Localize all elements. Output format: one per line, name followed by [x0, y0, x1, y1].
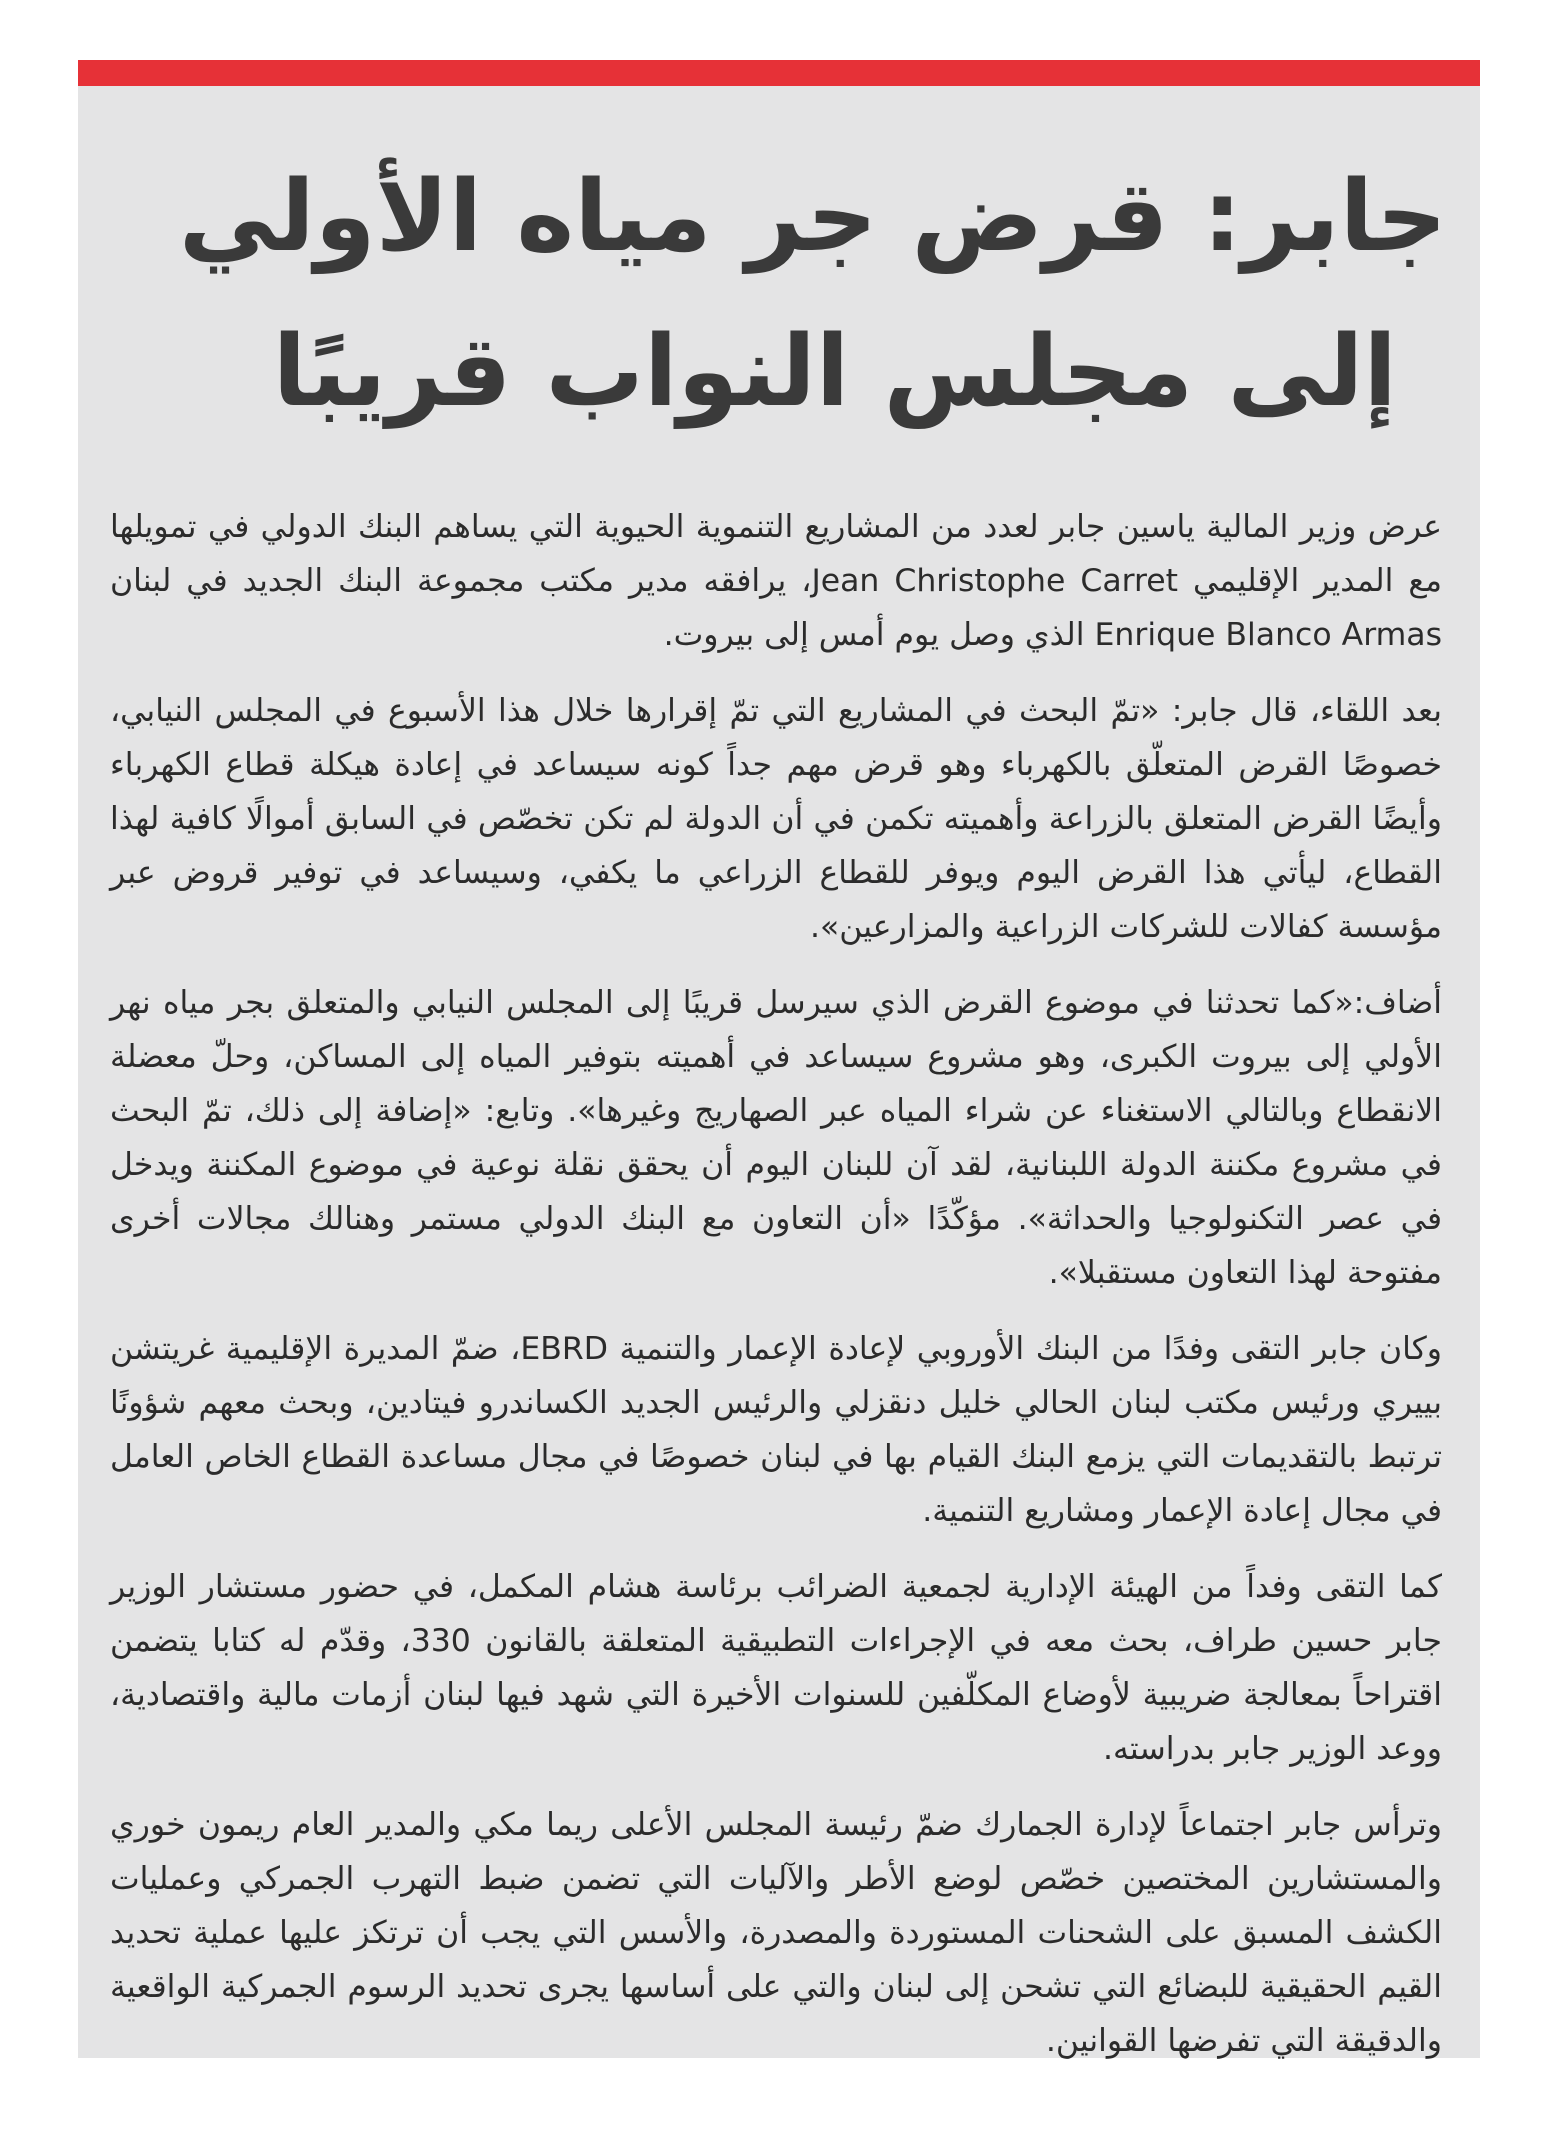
paragraph-2: بعد اللقاء، قال جابر: «تمّ البحث في المشاريع التي تمّ إقرارها خلال هذا الأسبوع في المجلس النيابي، خصوصًا القرض المتعلّق بالكهرباء وهو قرض مهم جداً كونه سيساعد في إعادة هيكلة قطاع الكهرباء وأيضًا القرض المتعلق بالزراعة وأهميته تكمن في أن الدولة لم تكن تخصّص في السابق أموالًا كافية لهذا القطاع، ليأتي هذا القرض اليوم ويوفر للقطاع الزراعي ما يكفي، وسيساعد في توفير قروض عبر مؤسسة كفالات للشركات الزراعية والمزارعين».	[110, 693, 1442, 945]
paragraph-6: وترأس جابر اجتماعاً لإدارة الجمارك ضمّ رئيسة المجلس الأعلى ريما مكي والمدير العام ريمون خوري والمستشارين المختصين خصّص لوضع الأطر والآليات التي تضمن ضبط التهرب الجمركي وعمليات الكشف المسبق على الشحنات المستوردة والمصدرة، والأسس التي يجب أن ترتكز عليها عملية تحديد القيم الحقيقية للبضائع التي تشحن إلى لبنان والتي على أساسها يجرى تحديد الرسوم الجمركية الواقعية والدقيقة التي تفرضها القوانين.	[110, 1807, 1442, 2059]
headline	[178, 140, 1447, 450]
paragraph-5: كما التقى وفداً من الهيئة الإدارية لجمعية الضرائب برئاسة هشام المكمل، في حضور مستشار الوزير جابر حسين طراف، بحث معه في الإجراءات التطبيقية المتعلقة بالقانون 330، وقدّم له كتابا يتضمن اقتراحاً بمعالجة ضريبية لأوضاع المكلّفين للسنوات الأخيرة التي شهد فيها لبنان أزمات مالية واقتصادية، ووعد الوزير جابر بدراسته.	[110, 1569, 1442, 1767]
headline-line-2: إلى مجلس النواب قريبًا	[272, 315, 1397, 429]
article-body	[110, 500, 1442, 2090]
paragraph-4: وكان جابر التقى وفدًا من البنك الأوروبي لإعادة الإعمار والتنمية EBRD، ضمّ المديرة الإقليمية غريتشن بييري ورئيس مكتب لبنان الحالي خليل دنقزلي والرئيس الجديد الكساندرو فيتادين، وبحث معهم شؤونًا ترتبط بالتقديمات التي يزمع البنك القيام بها في لبنان خصوصًا في مجال مساعدة القطاع الخاص العامل في مجال إعادة الإعمار ومشاريع التنمية.	[110, 1331, 1442, 1529]
paragraph-3: أضاف:«كما تحدثنا في موضوع القرض الذي سيرسل قريبًا إلى المجلس النيابي والمتعلق بجر مياه نهر الأولي إلى بيروت الكبرى، وهو مشروع سيساعد في أهميته بتوفير المياه إلى المساكن، وحلّ معضلة الانقطاع وبالتالي الاستغناء عن شراء المياه عبر الصهاريج وغيرها». وتابع: «إضافة إلى ذلك، تمّ البحث في مشروع مكننة الدولة اللبنانية، لقد آن للبنان اليوم أن يحقق نقلة نوعية في موضوع المكننة ويدخل في عصر التكنولوجيا والحداثة». مؤكّدًا «أن التعاون مع البنك الدولي مستمر وهنالك مجالات أخرى مفتوحة لهذا التعاون مستقبلا».	[110, 985, 1442, 1291]
accent-bar	[78, 60, 1480, 86]
paragraph-1: عرض وزير المالية ياسين جابر لعدد من المشاريع التنموية الحيوية التي يساهم البنك الدولي في تمويلها مع المدير الإقليمي Jean Christophe Carret، يرافقه مدير مكتب مجموعة البنك الجديد في لبنان Enrique Blanco Armas الذي وصل يوم أمس إلى بيروت.	[110, 509, 1443, 653]
headline-line-1: جابر: قرض جر مياه الأولي	[178, 160, 1447, 274]
